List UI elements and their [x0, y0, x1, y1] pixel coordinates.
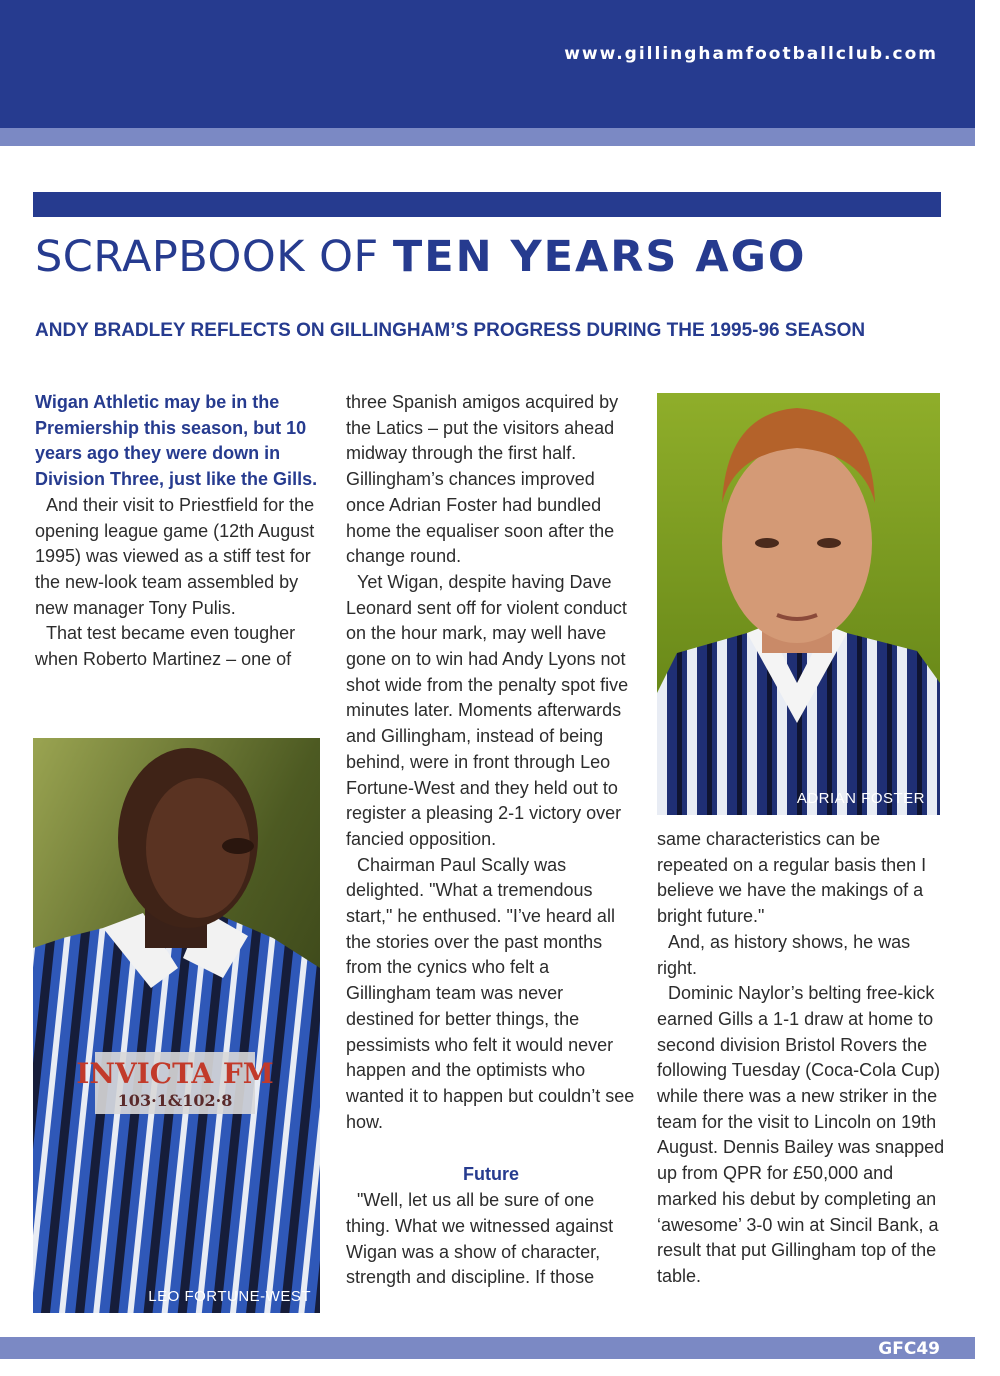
article-column-3	[657, 827, 947, 1290]
section-subheading: Future	[463, 1164, 519, 1185]
footer-band	[0, 1337, 975, 1359]
leo-fortune-west-photo	[33, 738, 320, 1313]
body-paragraph: three Spanish amigos acquired by the Latics – put the visitors ahead midway through the first half. Gillingham’s chances improved once Adrian Foster had bundled home the equaliser soon after the change round.	[346, 392, 619, 567]
article-headline	[35, 232, 807, 282]
page-number: GFC49	[878, 1339, 940, 1359]
title-bar	[33, 192, 941, 217]
player-illustration-leo	[33, 738, 320, 1313]
body-paragraph: Chairman Paul Scally was delighted. "What a tremendous start," he enthused. "I’ve heard all the stories over the past months from the cynics who felt a Gillingham team was never destined for better things, the pessimists who felt it would never happen and the optimists who wanted it to happen but couldn’t see how.	[346, 854, 635, 1132]
header-band	[0, 0, 975, 128]
sponsor-frequency-text: 103·1&102·8	[117, 1091, 233, 1110]
body-paragraph: That test became even tougher when Roberto Martinez – one of	[35, 623, 296, 670]
body-paragraph: "Well, let us all be sure of one thing. What we witnessed against Wigan was a show of character, strength and discipline. If those	[346, 1190, 614, 1288]
intro-paragraph: Wigan Athletic may be in the Premiership this season, but 10 years ago they were down in Division Three, just like the Gills.	[35, 392, 318, 490]
website-url[interactable]: www.gillinghamfootballclub.com	[564, 44, 938, 64]
photo-caption-leo: LEO FORTUNE-WEST	[148, 1288, 311, 1305]
sponsor-logo-text: INVICTA FM	[76, 1057, 274, 1090]
body-paragraph: And their visit to Priestfield for the opening league game (12th August 1995) was viewed as a stiff test for the new-look team assembled by new manager Tony Pulis.	[35, 494, 315, 618]
body-paragraph: Dominic Naylor’s belting free-kick earned Gills a 1-1 draw at home to second division Bristol Rovers the following Tuesday (Coca-Cola Cup) while there was a new striker in the team for the visit to Lincoln on 19th August. Dennis Bailey was snapped up from QPR for £50,000 and marked his debut by completing an ‘awesome’ 3-0 win at Sincil Bank, a result that put Gillingham top of the table.	[657, 983, 945, 1286]
body-paragraph: Yet Wigan, despite having Dave Leonard sent off for violent conduct on the hour mark, may well have gone on to win had Andy Lyons not shot wide from the penalty spot five minutes later. Moments afterwards and Gillingham, instead of being behind, were in front through Leo Fortune-West and they held out to register a pleasing 2-1 victory over fancied opposition.	[346, 571, 629, 849]
photo-caption-adrian: ADRIAN FOSTER	[796, 790, 925, 807]
article-column-2	[346, 390, 636, 1291]
article-column-1	[35, 390, 320, 673]
headline-light: SCRAPBOOK OF	[35, 232, 379, 282]
player-illustration-adrian	[657, 393, 940, 815]
adrian-foster-photo	[657, 393, 940, 815]
body-paragraph: same characteristics can be repeated on a regular basis then I believe we have the makings of a bright future."	[657, 829, 927, 927]
body-paragraph: And, as history shows, he was right.	[657, 931, 911, 978]
article-standfirst: ANDY BRADLEY REFLECTS ON GILLINGHAM’S PROGRESS DURING THE 1995-96 SEASON	[35, 320, 866, 341]
headline-bold: TEN YEARS AGO	[392, 232, 807, 282]
header-stripe	[0, 128, 975, 146]
